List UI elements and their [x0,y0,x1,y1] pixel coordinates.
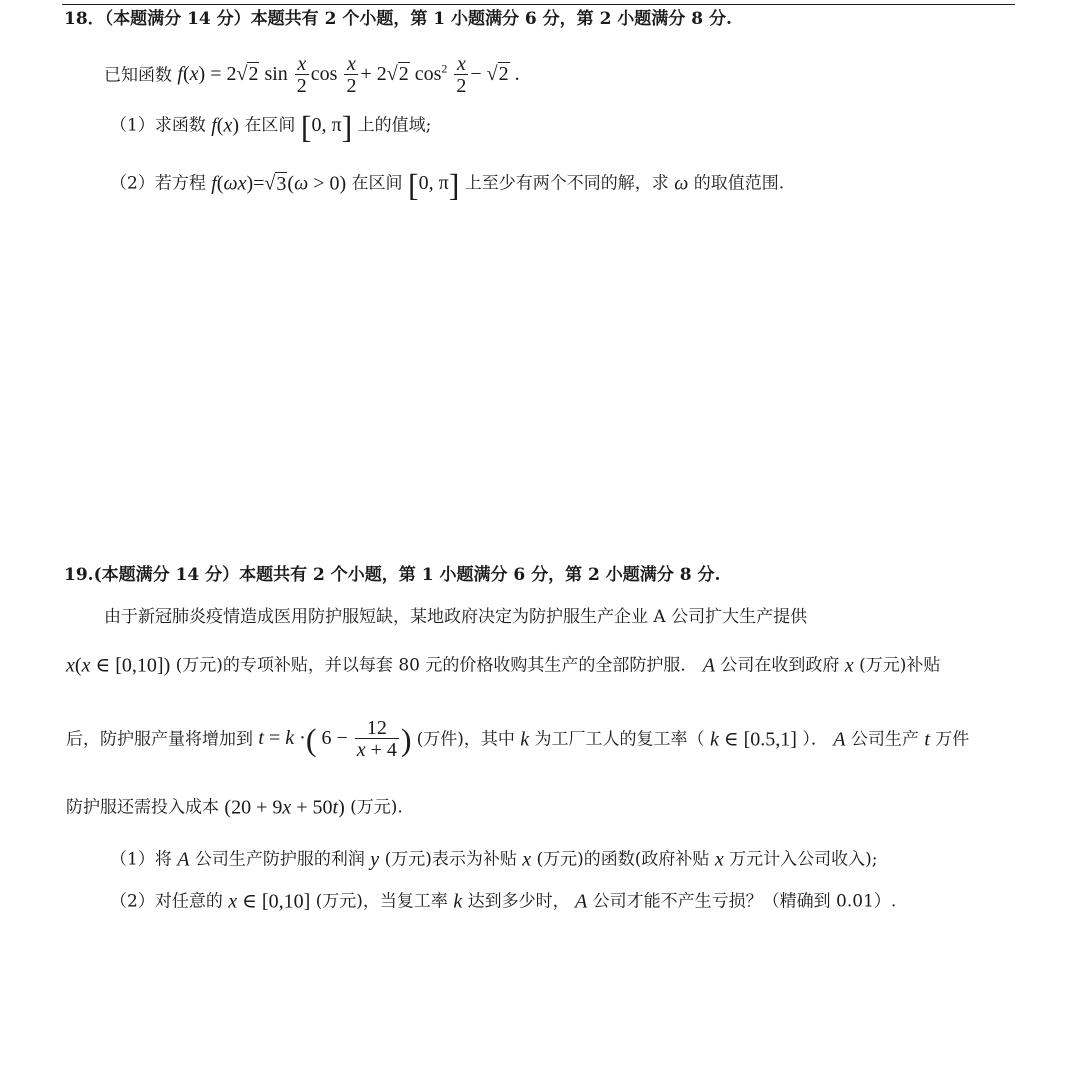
q18-formula: f(x) = 2√2 sin $\frac{x}{2}$ cos $\frac{x}{2}$ + 2√2 $\cos^2$ $\frac{x}{2}$ − √2 . [177,53,520,97]
q18-header: 18．（本题满分 14 分）本题共有 2 个小题，第 1 小题满分 6 分，第 2 小题满分 8 分. [64,9,732,29]
q19-line3-text-e: 公司生产 [850,729,919,750]
q19-line2-text-c: (万元)补贴 [859,655,941,676]
q19-line3-text-f: 万件 [935,729,970,750]
q19-line3 [66,718,969,761]
q18-part2-text-d: 的取值范围. [693,173,785,194]
q19-cost-formula: (20 + 9x + 50t) [224,796,345,819]
q18-function-definition [104,54,520,97]
q18-part1-interval: [0, π] [300,108,353,145]
q19-part2-var-k: k [453,890,463,913]
q19-part1-var-x: x [522,848,532,871]
q19-part1-text-a: （1）将 [110,849,172,870]
q18-part1-text-c: 上的值域; [357,115,432,136]
q19-part1-text-b: 公司生产防护服的利润 [194,849,365,870]
q18-part1-fx: f(x) [211,114,240,137]
q18-part2-text-b: 在区间 [351,173,403,194]
q18-part2-text-c: 上至少有两个不同的解，求 [464,173,669,194]
q18-part2-interval: [0, π] [407,166,460,203]
q18-part1 [110,108,432,145]
top-rule [62,4,1015,5]
q19-line3-text-b: (万件)，其中 [416,729,515,750]
q18-part2-text-a: （2）若方程 [110,173,206,194]
q19-output-formula: t = k ·( 6 − $\frac{12}{x + 4}$ ) [258,717,412,761]
q18-part1-text-a: （1）求函数 [110,115,206,136]
q19-part1-text-e: 万元计入公司收入); [729,849,878,870]
q19-part2-company-a: A [575,890,588,913]
q19-line4-text-a: 防护服还需投入成本 [66,797,219,818]
q19-part2-text-b: (万元)，当复工率 [315,891,448,912]
q19-part1-text-c: (万元)表示为补贴 [384,849,517,870]
q19-line3-text-a: 后，防护服产量将增加到 [66,729,253,750]
q19-part1 [110,848,878,871]
q19-line4 [66,796,403,819]
q19-part2-text-c: 达到多少时， [467,891,570,912]
q18-part2-omega: ω [674,172,689,195]
q19-line3-text-d: ）． [802,729,828,750]
q19-var-k: k [520,728,530,751]
q19-var-x: x [844,654,854,677]
q19-line4-text-b: (万元). [350,797,403,818]
q19-part2-text-d: 公司才能不产生亏损？（精确到 0.01）. [592,891,897,912]
q19-line2 [66,654,940,677]
q19-header: 19.(本题满分 14 分）本题共有 2 个小题，第 1 小题满分 6 分，第 2 小题满分 8 分. [64,565,721,585]
q19-part2 [110,890,896,913]
q19-part2-text-a: （2）对任意的 [110,891,223,912]
q19-line3-text-c: 为工厂工人的复工率（ [534,729,705,750]
q19-line1: 由于新冠肺炎疫情造成医用防护服短缺，某地政府决定为防护服生产企业 A 公司扩大生产提供 [104,607,808,627]
q19-line2-text-b: 公司在收到政府 [720,655,840,676]
q18-part1-text-b: 在区间 [244,115,296,136]
q19-part1-company-a: A [177,848,190,871]
q19-company-a-2: A [833,728,846,751]
q19-part2-x-range: x ∈ [0,10] [228,890,311,913]
q18-part2 [110,166,785,203]
q19-k-range: k ∈ [0.5,1] [709,728,797,751]
q19-part1-var-x-2: x [714,848,724,871]
q19-company-a: A [702,654,715,677]
q19-part1-text-d: (万元)的函数(政府补贴 [536,849,710,870]
q19-line2-text-a: (万元)的专项补贴，并以每套 80 元的价格收购其生产的全部防护服． [175,655,698,676]
q19-subsidy-range: x(x ∈ [0,10]) [66,654,171,677]
q18-part2-equation: f(ωx)=√3(ω > 0) [211,172,347,195]
q19-part1-var-y: y [370,848,380,871]
q19-var-t: t [924,728,930,751]
q18-intro-label: 已知函数 [104,65,172,86]
